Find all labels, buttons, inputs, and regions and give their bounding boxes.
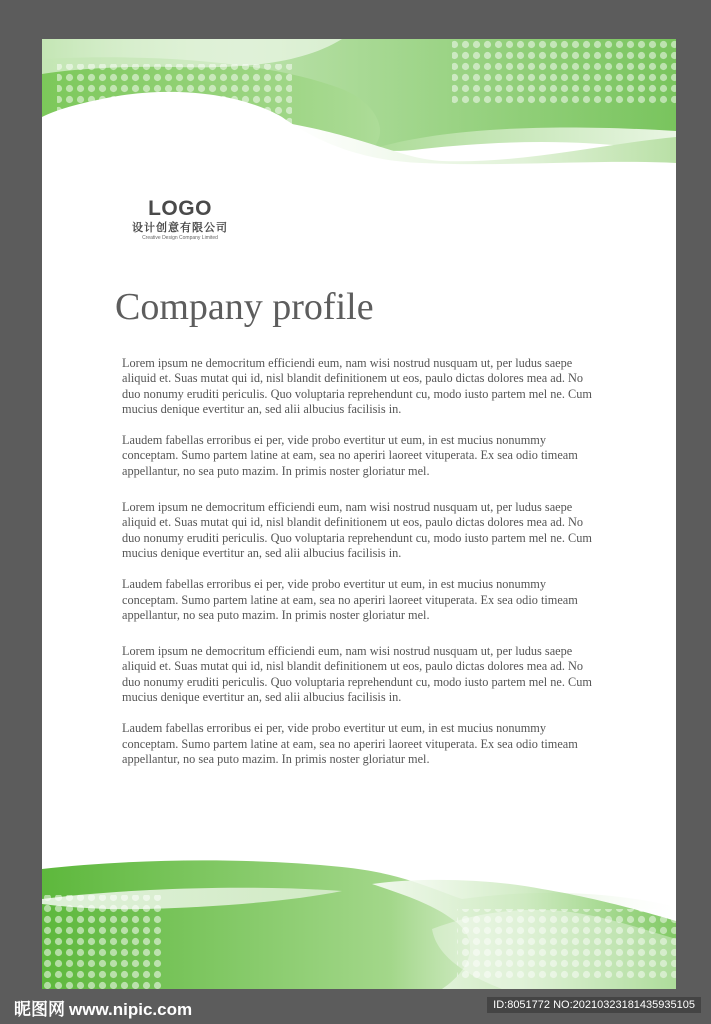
logo-chinese-name: 设计创意有限公司 bbox=[132, 221, 228, 234]
paragraph: Lorem ipsum ne democritum efficiendi eum, nam wisi nostrud nusquam ut, per ludus saepe aliquid et. Suas mutat qui id, nisl blandit definitionem ut eos, paulo dictas dolores mea ad. No duo nonumy eruditi periculis. Quo voluptaria reprehendunt cu, modo iusto partem mel ne. Cum mucius denique evertitur an, sed alii albucius facilisis in. bbox=[122, 644, 592, 705]
company-logo bbox=[120, 197, 240, 242]
paragraph: Lorem ipsum ne democritum efficiendi eum, nam wisi nostrud nusquam ut, per ludus saepe aliquid et. Suas mutat qui id, nisl blandit definitionem ut eos, paulo dictas dolores mea ad. No duo nonumy eruditi periculis. Quo voluptaria reprehendunt cu, modo iusto partem mel ne. Cum mucius denique evertitur an, sed alii albucius facilisis in. bbox=[122, 500, 592, 560]
paragraph: Laudem fabellas erroribus ei per, vide probo evertitur ut eum, in est mucius nonummy conceptam. Sumo partem latine at eam, sea no aperiri laoreet vituperata. Ex sea odio timeam appellantur, no sea puto mazim. In primis noster gloriatur mel. bbox=[122, 577, 578, 622]
paragraph: Lorem ipsum ne democritum efficiendi eum, nam wisi nostrud nusquam ut, per ludus saepe aliquid et. Suas mutat qui id, nisl blandit definitionem ut eos, paulo dictas dolores mea ad. No duo nonumy eruditi periculis. Quo voluptaria reprehendunt cu, modo iusto partem mel ne. Cum mucius denique evertitur an, sed alii albucius facilisis in. bbox=[122, 356, 592, 416]
text-section bbox=[122, 500, 602, 623]
text-section bbox=[122, 644, 602, 767]
letterhead-page bbox=[42, 39, 676, 989]
logo-english-name: Creative Design Company Limited bbox=[142, 235, 218, 241]
page-title: Company profile bbox=[115, 286, 374, 328]
nipic-brand-name: 昵图网 bbox=[14, 1000, 65, 1020]
bottom-wave-decoration bbox=[42, 859, 676, 989]
nipic-watermark bbox=[14, 995, 192, 1020]
logo-wordmark: LOGO bbox=[148, 197, 212, 220]
nipic-url: www.nipic.com bbox=[69, 1000, 193, 1019]
top-wave-decoration bbox=[42, 39, 676, 179]
paragraph: Laudem fabellas erroribus ei per, vide probo evertitur ut eum, in est mucius nonummy conceptam. Sumo partem latine at eam, sea no aperiri laoreet vituperata. Ex sea odio timeam appellantur, no sea puto mazim. In primis noster gloriatur mel. bbox=[122, 721, 578, 766]
text-section bbox=[122, 356, 602, 479]
watermark-footer bbox=[0, 989, 711, 1024]
paragraph: Laudem fabellas erroribus ei per, vide probo evertitur ut eum, in est mucius nonummy conceptam. Sumo partem latine at eam, sea no aperiri laoreet vituperata. Ex sea odio timeam appellantur, no sea puto mazim. In primis noster gloriatur mel. bbox=[122, 433, 578, 478]
profile-body bbox=[122, 356, 602, 767]
image-id-label: ID:8051772 NO:20210323181435935105 bbox=[487, 997, 701, 1013]
